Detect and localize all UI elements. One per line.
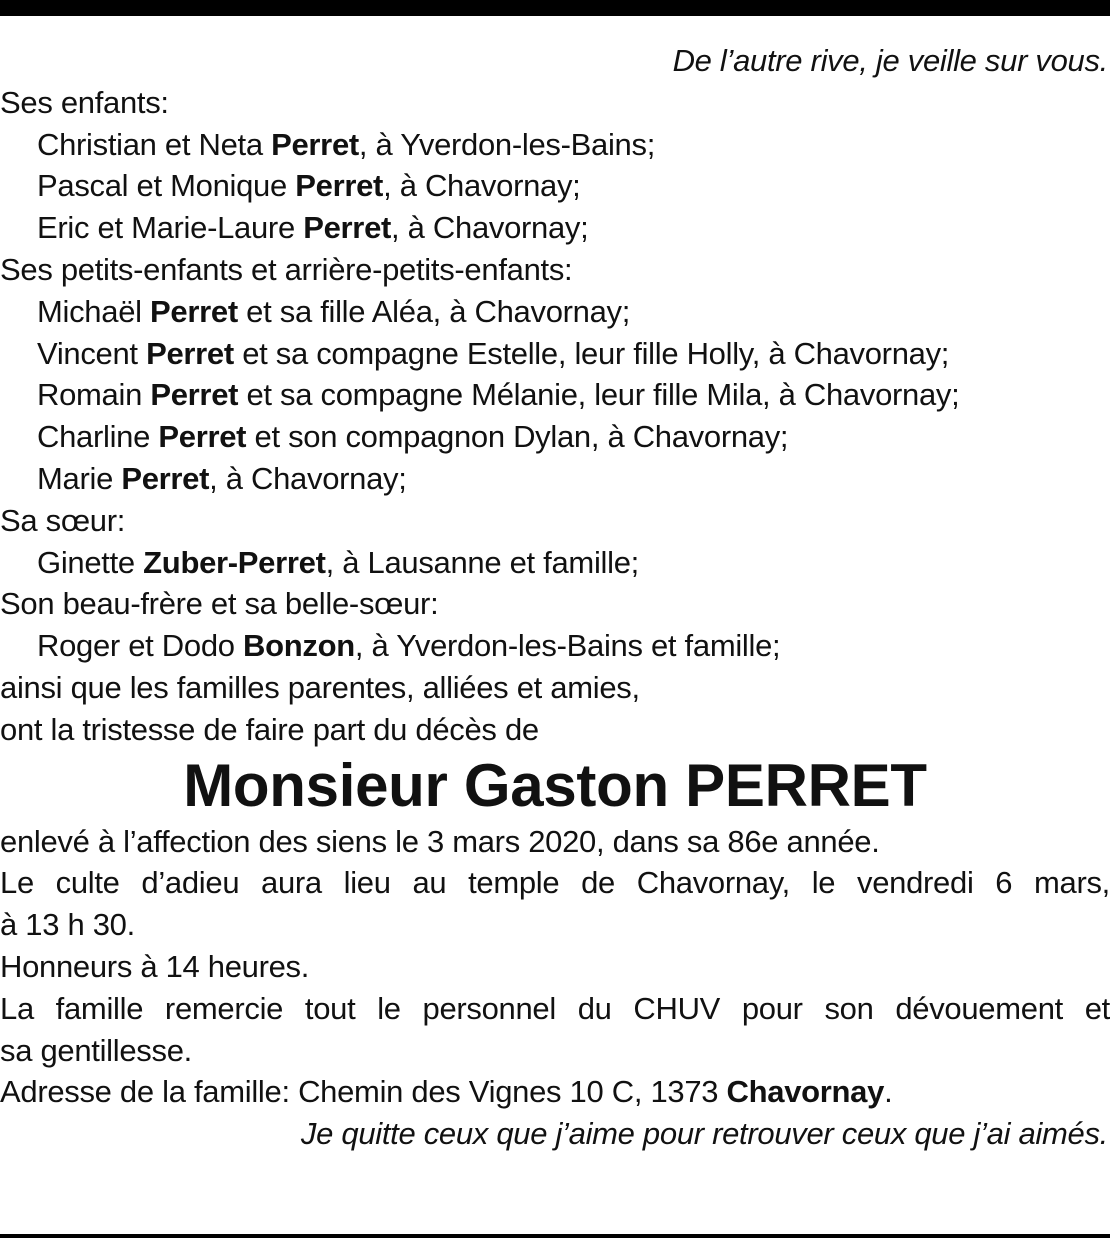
announce-line: ont la tristesse de faire part du décès de	[0, 711, 539, 747]
family-entry: Christian et Neta Perret, à Yverdon-les-Bains;	[37, 126, 656, 162]
epigraph-top: De l’autre rive, je veille sur vous.	[672, 43, 1108, 78]
family-entry: Charline Perret et son compagnon Dylan, à Chavornay;	[37, 419, 789, 455]
deceased-name: Monsieur Gaston PERRET	[183, 751, 927, 819]
grandchildren-heading: Ses petits-enfants et arrière-petits-enfants:	[0, 251, 573, 287]
death-notice	[0, 40, 1110, 1155]
epigraph-bottom: Je quitte ceux que j’aime pour retrouver ceux que j’ai aimés.	[300, 1116, 1108, 1152]
address-city: Chavornay	[726, 1074, 885, 1110]
family-address: Adresse de la famille: Chemin des Vignes 10 C, 1373 Chavornay.	[0, 1074, 893, 1110]
bottom-border-rule	[0, 1234, 1110, 1238]
family-entry: Vincent Perret et sa compagne Estelle, leur fille Holly, à Chavornay;	[37, 335, 950, 371]
service-line: Le culte d’adieu aura lieu au temple de Chavornay, le vendredi 6 mars,	[0, 865, 1110, 901]
family-entry: Ginette Zuber-Perret, à Lausanne et famille;	[37, 544, 639, 580]
family-entry: Marie Perret, à Chavornay;	[37, 460, 407, 496]
thanks-line: La famille remercie tout le personnel du CHUV pour son dévouement et	[0, 990, 1110, 1026]
inlaws-heading: Son beau-frère et sa belle-sœur:	[0, 586, 439, 622]
family-entry: Michaël Perret et sa fille Aléa, à Chavornay;	[37, 293, 631, 329]
thanks-line-end: sa gentillesse.	[0, 1032, 192, 1068]
family-entry: Eric et Marie-Laure Perret, à Chavornay;	[37, 210, 589, 246]
honours-line: Honneurs à 14 heures.	[0, 948, 310, 984]
death-line: enlevé à l’affection des siens le 3 mars 2020, dans sa 86e année.	[0, 823, 880, 859]
children-heading: Ses enfants:	[0, 84, 169, 120]
family-entry: Romain Perret et sa compagne Mélanie, leur fille Mila, à Chavornay;	[37, 377, 960, 413]
families-line: ainsi que les familles parentes, alliées et amies,	[0, 669, 640, 705]
service-time-line: à 13 h 30.	[0, 907, 135, 943]
sister-heading: Sa sœur:	[0, 502, 126, 538]
top-border-rule	[0, 0, 1110, 16]
family-entry: Pascal et Monique Perret, à Chavornay;	[37, 168, 581, 204]
family-entry: Roger et Dodo Bonzon, à Yverdon-les-Bains et famille;	[37, 628, 781, 664]
